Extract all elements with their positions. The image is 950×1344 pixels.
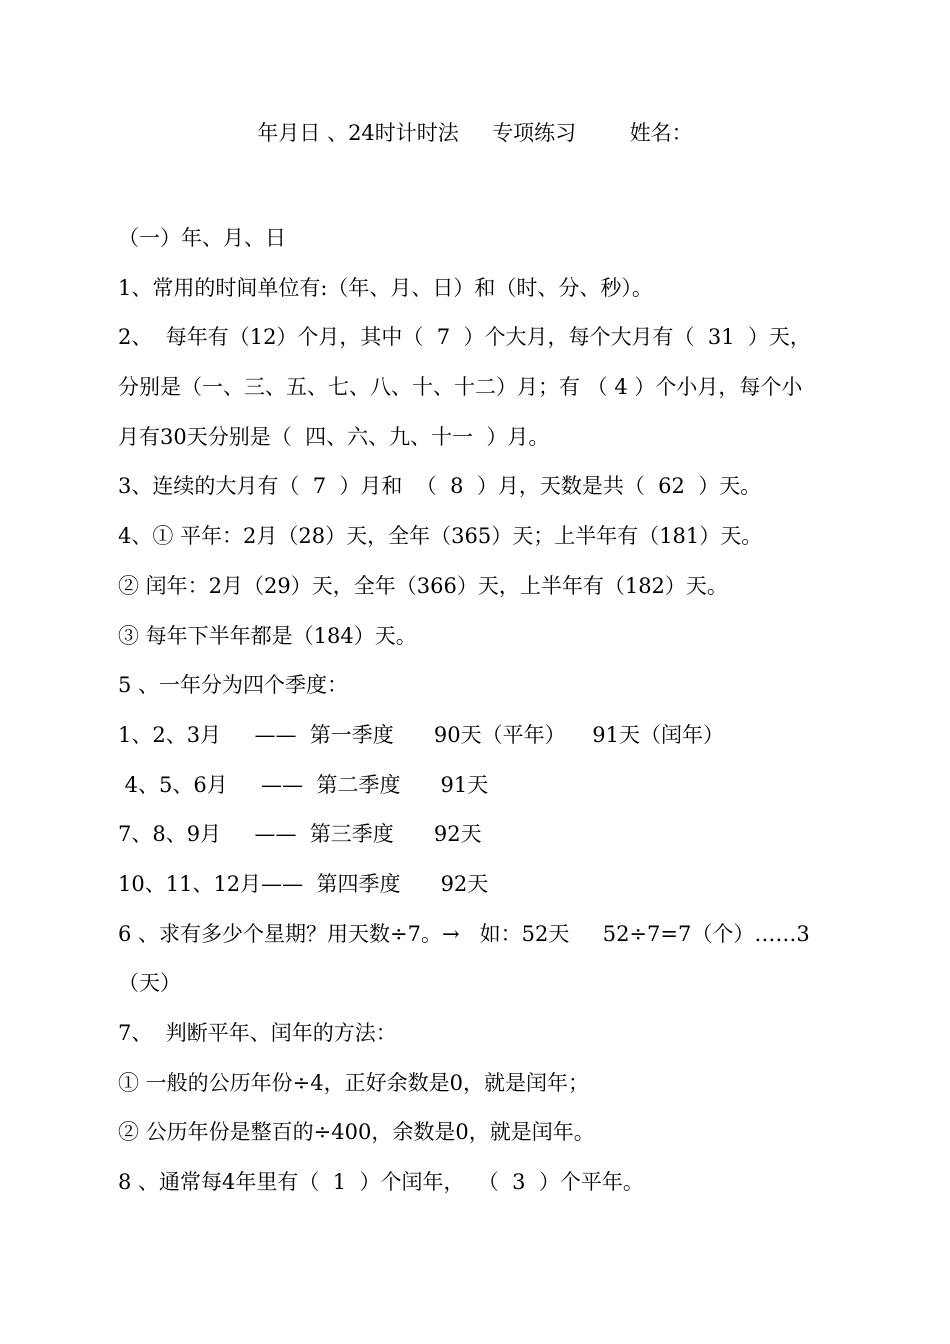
text-line: 6 、求有多少个星期？用天数÷7。→ 如：52天 52÷7=7（个）……3 bbox=[118, 921, 810, 946]
title-subtitle: 专项练习 bbox=[492, 121, 577, 145]
text-line: 3、连续的大月有（ 7 ）月和 （ 8 ）月，天数是共（ 62 ）天。 bbox=[118, 474, 762, 499]
quarter-line: 7、8、9月 —— 第三季度 92天 bbox=[118, 822, 482, 847]
text-line: ② 闰年：2月（29）天，全年（366）天，上半年有（182）天。 bbox=[118, 573, 728, 598]
text-line: 8 、通常每4年里有（ 1 ）个闰年， （ 3 ）个平年。 bbox=[118, 1170, 644, 1195]
text-line: ③ 每年下半年都是（184）天。 bbox=[118, 623, 417, 648]
text-line: ② 公历年份是整百的÷400，余数是0，就是闰年。 bbox=[118, 1120, 595, 1145]
text-line: 1、常用的时间单位有:（年、月、日）和（时、分、秒）。 bbox=[118, 275, 653, 300]
quarter-line: 10、11、12月—— 第四季度 92天 bbox=[118, 871, 489, 896]
text-line: 分别是（一、三、五、七、八、十、十二）月；有 （ 4 ）个小月，每个小 bbox=[118, 375, 803, 400]
quarter-line: 1、2、3月 —— 第一季度 90天（平年） 91天（闰年） bbox=[118, 722, 725, 747]
text-line: （天） bbox=[118, 971, 181, 996]
text-line: 5 、一年分为四个季度： bbox=[118, 673, 349, 698]
text-line: ① 一般的公历年份÷4，正好余数是0，就是闰年； bbox=[118, 1070, 589, 1095]
quarter-line: 4、5、6月 —— 第二季度 91天 bbox=[118, 772, 489, 797]
text-line: 7、 判断平年、闰年的方法： bbox=[118, 1021, 397, 1045]
text-line: 2、 每年有（12）个月，其中（ 7 ）个大月，每个大月有（ 31 ）天， bbox=[118, 325, 811, 350]
name-label: 姓名： bbox=[629, 121, 693, 145]
worksheet-title bbox=[0, 118, 950, 148]
worksheet-content bbox=[118, 214, 838, 1208]
text-line: 4、① 平年：2月（28）天，全年（365）天；上半年有（181）天。 bbox=[118, 524, 763, 549]
title-main: 年月日 、24时计时法 bbox=[257, 121, 459, 145]
text-line: 月有30天分别是（ 四、六、九、十一 ）月。 bbox=[118, 424, 550, 449]
section-heading: （一）年、月、日 bbox=[118, 226, 286, 250]
